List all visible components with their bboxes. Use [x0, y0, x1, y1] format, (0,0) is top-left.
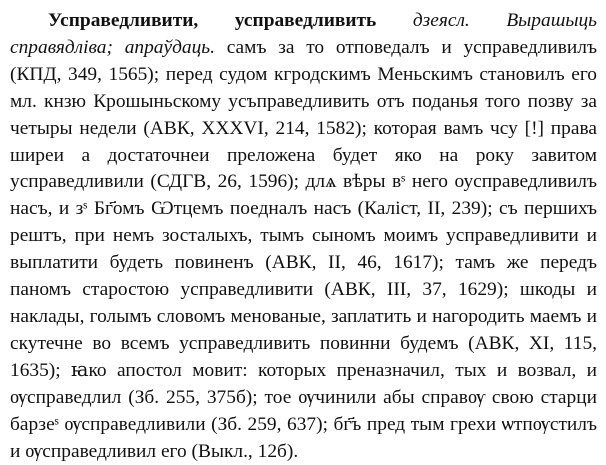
headword: Усправедливити, усправедливить	[48, 10, 377, 31]
definition-gloss: дзеясл. Вырашыць справядліва; апраўдаць.	[10, 10, 597, 58]
citations-text: самъ за то отповедалъ и усправедливилъ (КПД, 349, 1565); перед судом кгродскимъ Меньскимъ становилъ его мл. кнзю Крошыньскому усъправедливить отъ поданья того позву за четыры недели (АВК, XXXVI, 214, 1582); которая вамъ чсу [!] права ширеи а достаточнеи преложена будет яко на року завитом усправедливили (СДГВ, 26, 1596); длѧ вѣры вˢ него оусправедливилъ насъ, и зˢ Бг҃омъ Ѡтцемъ поедналъ насъ (Каліст, II, 239); съ першихъ рештъ, при немъ зосталыхъ, тымъ сыномъ моимъ усправедливити и выплатити будеть повиненъ (АВК, II, 46, 1617); тамъ же передъ паномъ старостою усправедливити (АВК, III, 37, 1629); шкоды и наклады, голымъ словомъ менованые, заплатить и нагородить маемъ и скутечне во всемъ усправедливить повинни будемъ (АВК, XI, 115, 1635); ꙗко апостол мовит: которых преназначил, тых и возвал, и ѹсправедлил (Зб. 255, 375б); тое ѹчинили абы справѹ свою старци барзеˢ ѹсправедливили (Зб. 259, 637); бг҃ъ пред тым грехи ѡтпѹстилъ и ѹсправедливил его (Выкл., 12б).	[10, 36, 597, 462]
